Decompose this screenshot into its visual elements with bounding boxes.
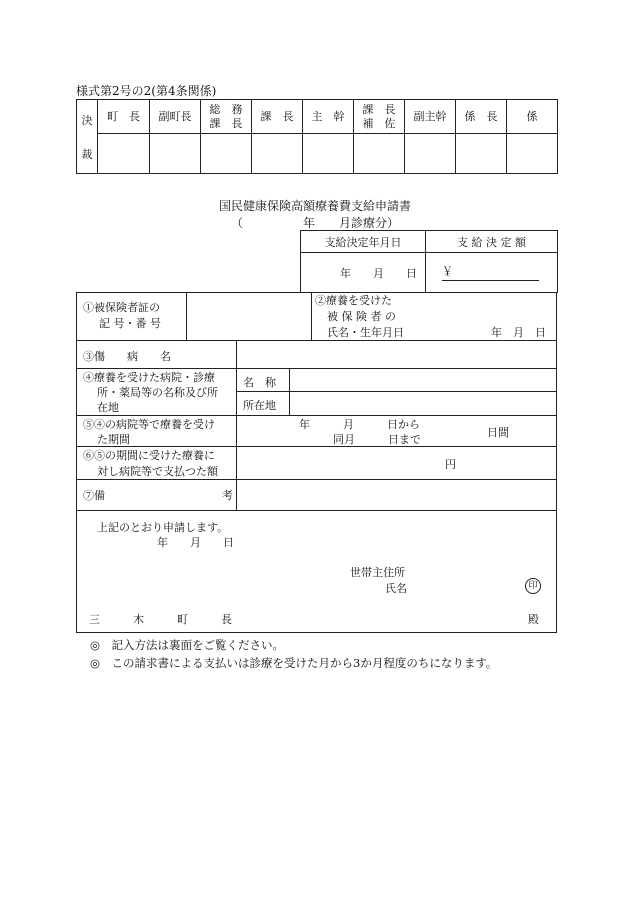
approval-header-2: 副町長 <box>150 100 201 134</box>
period-to[interactable]: 同月 日まで <box>333 433 421 446</box>
approval-header-6: 課 長 補 佐 <box>354 100 405 134</box>
approval-header-7: 副主幹 <box>405 100 456 134</box>
period-days[interactable]: 日間 <box>487 426 509 439</box>
decision-amount-field[interactable] <box>426 253 558 293</box>
approval-stamp-cell[interactable] <box>405 134 456 174</box>
hospital-label: ④療養を受けた病院・診療 所・薬局等の名称及び所 在地 <box>83 371 218 414</box>
insured-number-field[interactable] <box>187 294 311 340</box>
note-1: ◎ 記入方法は裏面をご覧ください。 <box>90 638 285 652</box>
approval-header-3: 総 務 課 長 <box>201 100 252 134</box>
hospital-name-field[interactable] <box>290 369 556 391</box>
form-title: 国民健康保険高額療養費支給申請書 <box>218 199 411 213</box>
approval-stamp-cell[interactable] <box>150 134 201 174</box>
hospital-name-label: 名 称 <box>243 376 276 389</box>
approval-stamp-cell[interactable] <box>303 134 354 174</box>
application-form <box>76 292 557 633</box>
approval-header-5: 主 幹 <box>303 100 354 134</box>
approval-side-label: 決 裁 <box>77 100 98 174</box>
seal-icon: 印 <box>525 578 541 594</box>
approval-stamp-cell[interactable] <box>354 134 405 174</box>
approval-header-4: 課 長 <box>252 100 303 134</box>
approval-header-9: 係 <box>507 100 558 134</box>
approval-header-8: 係 長 <box>456 100 507 134</box>
remarks-field[interactable] <box>237 480 556 510</box>
remarks-label-end: 考 <box>222 489 233 502</box>
remarks-label: ⑦備 <box>83 489 105 502</box>
decision-date-header: 支給決定年月日 <box>301 231 426 253</box>
patient-label: ②療養を受けた 被 保 険 者 の 氏名・生年月日 <box>315 294 404 339</box>
form-subtitle: （ 年 月診療分） <box>231 216 400 230</box>
honorific: 殿 <box>528 613 539 626</box>
decision-table <box>300 230 558 293</box>
form-number: 様式第2号の2(第4条関係) <box>76 84 217 98</box>
approval-stamp-cell[interactable] <box>98 134 150 174</box>
approval-stamp-cell[interactable] <box>456 134 507 174</box>
householder-name-label: 氏名 <box>385 582 407 595</box>
injury-label: ③傷 病 名 <box>83 350 171 363</box>
period-label: ⑤④の病院等で療養を受け た期間 <box>83 418 215 446</box>
approval-stamp-cell[interactable] <box>201 134 252 174</box>
hospital-address-field[interactable] <box>290 392 556 415</box>
period-from[interactable]: 年 月 日から <box>299 418 420 431</box>
yen-symbol: ￥ <box>442 264 453 278</box>
injury-field[interactable] <box>237 341 556 368</box>
hospital-address-label: 所在地 <box>243 399 276 412</box>
approval-stamp-cell[interactable] <box>507 134 558 174</box>
patient-birthdate-field[interactable]: 年 月 日 <box>491 326 546 339</box>
application-statement: 上記のとおり申請します。 <box>97 521 229 534</box>
householder-address-label: 世帯主住所 <box>350 566 405 579</box>
payment-label: ⑥⑤の期間に受けた療養に 対し病院等で支払つた額 <box>83 449 218 478</box>
application-date[interactable]: 年 月 日 <box>157 536 234 549</box>
approval-stamp-cell[interactable] <box>252 134 303 174</box>
note-2: ◎ この請求書による支払いは診療を受けた月から3か月程度のちになります。 <box>90 656 498 670</box>
decision-amount-header: 支 給 決 定 額 <box>426 231 558 253</box>
decision-date-field[interactable]: 年 月 日 <box>301 253 426 293</box>
addressee: 三 木 町 長 <box>89 613 232 626</box>
approval-table <box>76 99 558 174</box>
payment-amount-field[interactable]: 円 <box>445 458 456 471</box>
insured-number-label: ①被保険者証の 記 号・番 号 <box>83 301 161 330</box>
approval-header-1: 町 長 <box>98 100 150 134</box>
